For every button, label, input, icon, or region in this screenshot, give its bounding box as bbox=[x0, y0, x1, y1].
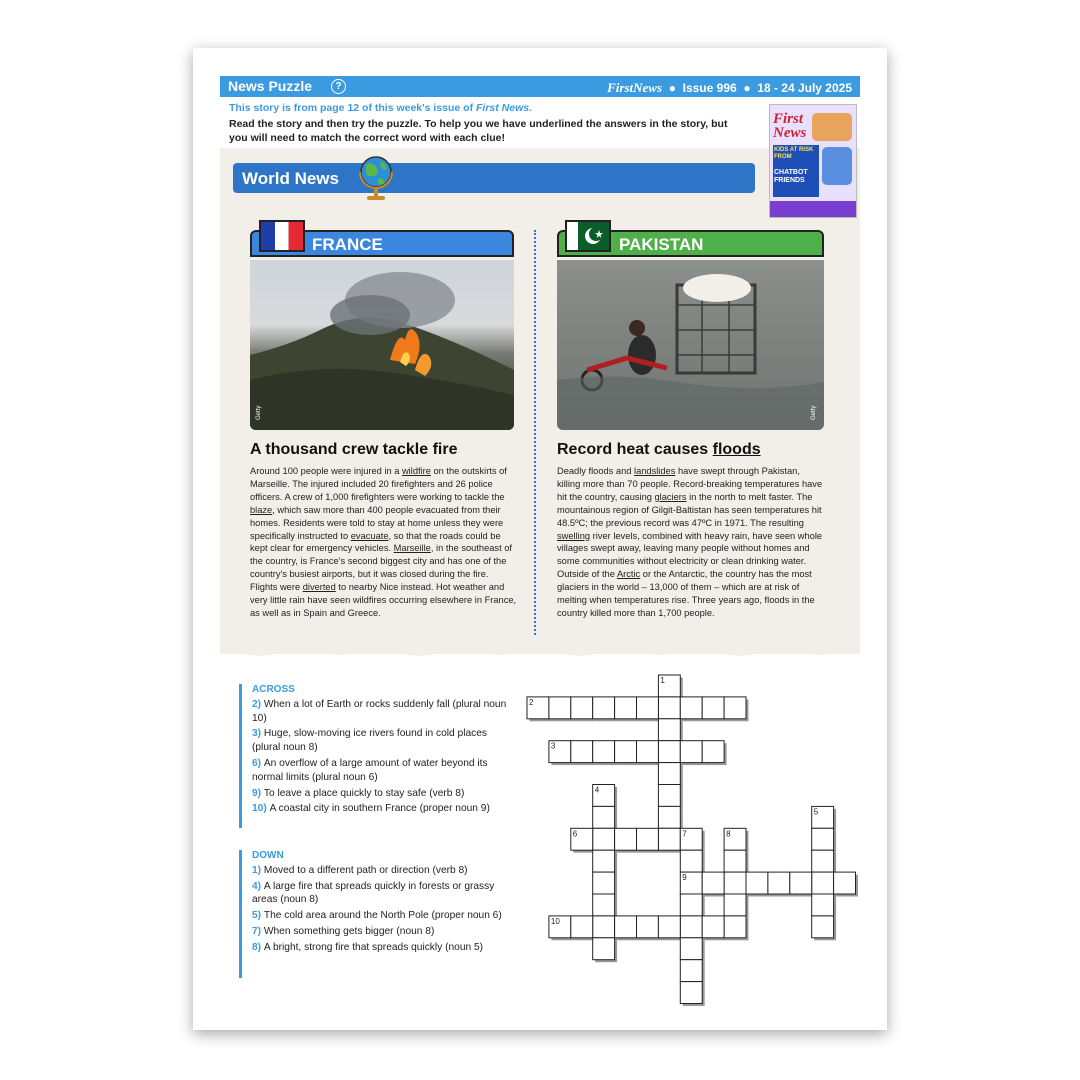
crossword-cell[interactable] bbox=[658, 741, 680, 763]
answer-word: Arctic bbox=[616, 569, 641, 580]
crossword-cell[interactable] bbox=[593, 828, 615, 850]
answer-word: Marseille bbox=[393, 543, 431, 554]
story-text-segment: , in the southeast of the country, is France's second biggest city and has one of the country's busiest airports, but it was closed during the fire. Flights were bbox=[250, 543, 513, 593]
story-text-segment: have swept through Pakistan, killing more than 70 people. Record-breaking temperatures have hit the country, causing bbox=[557, 466, 823, 502]
crossword-cell[interactable] bbox=[680, 741, 702, 763]
crossword-cell[interactable] bbox=[593, 872, 615, 894]
answer-word: glaciers bbox=[654, 491, 687, 502]
cover-headline-2: CHATBOT FRIENDS bbox=[774, 169, 808, 184]
pakistan-headline: Record heat causes floods bbox=[557, 441, 761, 458]
crossword-grid bbox=[193, 48, 887, 1030]
clue-text: An overflow of a large amount of water beyond its normal limits (plural noun 6) bbox=[252, 757, 488, 783]
issue-dates: 18 - 24 July 2025 bbox=[757, 81, 852, 95]
crossword-cell[interactable] bbox=[680, 982, 702, 1004]
clue-number-label: 10 bbox=[550, 916, 560, 926]
clue-number: 9) bbox=[252, 787, 264, 799]
clue-text: To leave a place quickly to stay safe (verb 8) bbox=[263, 787, 465, 799]
story-text-segment: on the outskirts of Marseille. The injured included 20 firefighters and 26 police officers. A crew of 1,000 firefighters were working to tackle the bbox=[250, 466, 507, 502]
clue-number: 4) bbox=[252, 880, 264, 892]
crossword-cell[interactable] bbox=[812, 916, 834, 938]
crossword-cell[interactable] bbox=[658, 828, 680, 850]
crossword-cell[interactable] bbox=[812, 828, 834, 850]
clue-text: When a lot of Earth or rocks suddenly fall (plural noun 10) bbox=[252, 698, 507, 724]
clue-number-label: 4 bbox=[594, 785, 600, 795]
crossword-cell[interactable] bbox=[593, 916, 615, 938]
clue-text: A bright, strong fire that spreads quickly (noun 5) bbox=[263, 941, 484, 953]
clue-number-label: 7 bbox=[682, 829, 687, 839]
crossword-cell[interactable] bbox=[702, 872, 724, 894]
clue-text: When something gets bigger (noun 8) bbox=[263, 925, 435, 937]
story-text-segment: Deadly floods and bbox=[557, 466, 635, 476]
crossword-cell[interactable] bbox=[790, 872, 812, 894]
clue-number-label: 3 bbox=[550, 741, 556, 751]
section-title: World News bbox=[242, 169, 339, 188]
crossword-cell[interactable] bbox=[680, 916, 702, 938]
answer-word: swelling bbox=[557, 530, 591, 541]
clue-number-label: 5 bbox=[813, 807, 819, 817]
crossword-cell[interactable] bbox=[571, 741, 593, 763]
bullet-icon: ● bbox=[668, 81, 676, 95]
clue-number-label: 1 bbox=[660, 676, 665, 685]
story-text-segment: in the north to melt faster. The mountainous region of Gilgit-Baltistan has seen temperatures hit 48.5ºC; the previous record was 47ºC in 1971. The resulting bbox=[557, 491, 822, 528]
across-title: ACROSS bbox=[252, 684, 295, 695]
france-tag: FRANCE bbox=[250, 230, 514, 257]
clue-text: A coastal city in southern France (proper noun 9) bbox=[269, 803, 490, 815]
crossword-cell[interactable] bbox=[702, 916, 724, 938]
answer-word: diverted bbox=[302, 582, 336, 593]
story-text-segment: , so that the roads could be kept clear for emergency vehicles. bbox=[250, 530, 501, 554]
crossword-cell[interactable] bbox=[680, 850, 702, 872]
crossword-cell[interactable] bbox=[658, 697, 680, 719]
crossword-cell[interactable] bbox=[637, 916, 659, 938]
clue-number: 1) bbox=[252, 864, 264, 876]
clue-number: 2) bbox=[252, 698, 264, 710]
crossword-cell[interactable] bbox=[768, 872, 790, 894]
crossword-cell[interactable] bbox=[680, 697, 702, 719]
crossword-cell[interactable] bbox=[680, 960, 702, 982]
crossword-cell[interactable] bbox=[593, 894, 615, 916]
intro-instructions: Read the story and then try the puzzle. To help you we have underlined the answers in the story, but you will need to match the correct word with each clue! bbox=[229, 118, 728, 144]
help-icon: ? bbox=[331, 79, 346, 94]
clue-number: 7) bbox=[252, 925, 264, 937]
story-text-segment: , which saw more than 400 people evacuated from their homes. Residents were told to stay at home unless they were specifically instructed to bbox=[250, 504, 504, 541]
crossword-cell[interactable] bbox=[658, 785, 680, 807]
crossword-cell[interactable] bbox=[680, 894, 702, 916]
answer-word: evacuate bbox=[350, 530, 389, 541]
pakistan-tag: PAKISTAN bbox=[557, 230, 824, 257]
cover-logo: First News bbox=[773, 111, 807, 141]
photo-credit: Getty bbox=[256, 405, 262, 420]
clue-number-label: 8 bbox=[726, 829, 731, 839]
crossword-cell[interactable] bbox=[571, 697, 593, 719]
clue-number: 5) bbox=[252, 910, 264, 922]
crossword-cell[interactable] bbox=[658, 763, 680, 785]
answer-word: wildfire bbox=[401, 466, 431, 476]
worksheet-page bbox=[193, 48, 887, 1030]
intro-source-line: This story is from page 12 of this week's issue of First News. bbox=[229, 102, 533, 114]
answer-word: landslides bbox=[634, 466, 676, 476]
crossword-cell[interactable] bbox=[615, 697, 637, 719]
crossword-cell[interactable] bbox=[637, 697, 659, 719]
crossword-cell[interactable] bbox=[571, 916, 593, 938]
crossword-cell[interactable] bbox=[658, 806, 680, 828]
crossword-cell[interactable] bbox=[615, 741, 637, 763]
crossword-cell[interactable] bbox=[724, 697, 746, 719]
clue-text: A large fire that spreads quickly in forests or grassy areas (noun 8) bbox=[252, 880, 495, 906]
crossword-cell[interactable] bbox=[702, 741, 724, 763]
crossword-cell[interactable] bbox=[724, 894, 746, 916]
france-headline: A thousand crew tackle fire bbox=[250, 441, 458, 458]
crossword-cell[interactable] bbox=[658, 719, 680, 741]
crossword-cell[interactable] bbox=[615, 828, 637, 850]
crossword-cell[interactable] bbox=[637, 828, 659, 850]
crossword-cell[interactable] bbox=[702, 697, 724, 719]
down-title: DOWN bbox=[252, 850, 284, 861]
story-text-segment: river levels, combined with heavy rain, have seen whole villages swept away, leaving many people without homes and some communities without electricity or clean drinking water. Outside of the bbox=[557, 530, 823, 580]
clue-number: 3) bbox=[252, 728, 264, 740]
clue-number-label: 9 bbox=[682, 873, 687, 883]
story-text-segment: Around 100 people were injured in a bbox=[250, 466, 402, 476]
crossword-cell[interactable] bbox=[724, 872, 746, 894]
brand-logo: FirstNews bbox=[607, 80, 663, 95]
clue-text: Huge, slow-moving ice rivers found in cold places (plural noun 8) bbox=[252, 728, 487, 754]
crossword-cell[interactable] bbox=[593, 850, 615, 872]
clue-number: 8) bbox=[252, 941, 264, 953]
crossword-cell[interactable] bbox=[724, 916, 746, 938]
crossword-cell[interactable] bbox=[593, 697, 615, 719]
clue-text: The cold area around the North Pole (proper noun 6) bbox=[263, 910, 502, 922]
clue-number: 6) bbox=[252, 757, 264, 769]
crossword-cell[interactable] bbox=[746, 872, 768, 894]
crossword-cell[interactable] bbox=[812, 894, 834, 916]
bullet-icon: ● bbox=[743, 81, 751, 95]
story-text-segment: to nearby Nice instead. Hot weather and very little rain have seen wildfires occurring elsewhere in France, as well as in Spain and Greece. bbox=[250, 582, 517, 618]
crossword-cell[interactable] bbox=[593, 806, 615, 828]
crossword-cell[interactable] bbox=[834, 872, 856, 894]
cover-headline-1: KIDS AT RISK FROM bbox=[774, 147, 814, 160]
crossword-cell[interactable] bbox=[593, 741, 615, 763]
crossword-cell[interactable] bbox=[549, 697, 571, 719]
crossword-cell[interactable] bbox=[724, 850, 746, 872]
crossword-cell[interactable] bbox=[593, 938, 615, 960]
answer-word: blaze bbox=[250, 504, 273, 515]
crossword-cell[interactable] bbox=[658, 916, 680, 938]
clue-number-label: 2 bbox=[529, 697, 534, 707]
header-title: News Puzzle bbox=[228, 78, 313, 94]
photo-credit: Getty bbox=[811, 405, 817, 420]
story-text-segment: or the Antarctic, the country has the most glaciers in the world – 13,000 of them – which are at risk of melting when temperatures rise. Three years ago, floods in the country killed more than 1,700 people. bbox=[557, 569, 815, 618]
clue-text: Moved to a different path or direction (verb 8) bbox=[263, 864, 468, 876]
clue-number-label: 6 bbox=[572, 829, 578, 839]
crossword-cell[interactable] bbox=[812, 850, 834, 872]
issue-number: Issue 996 bbox=[682, 81, 737, 95]
crossword-cell[interactable] bbox=[812, 872, 834, 894]
crossword-cell[interactable] bbox=[637, 741, 659, 763]
crossword-cell[interactable] bbox=[615, 916, 637, 938]
clue-number: 10) bbox=[252, 803, 270, 815]
crossword-cell[interactable] bbox=[680, 938, 702, 960]
